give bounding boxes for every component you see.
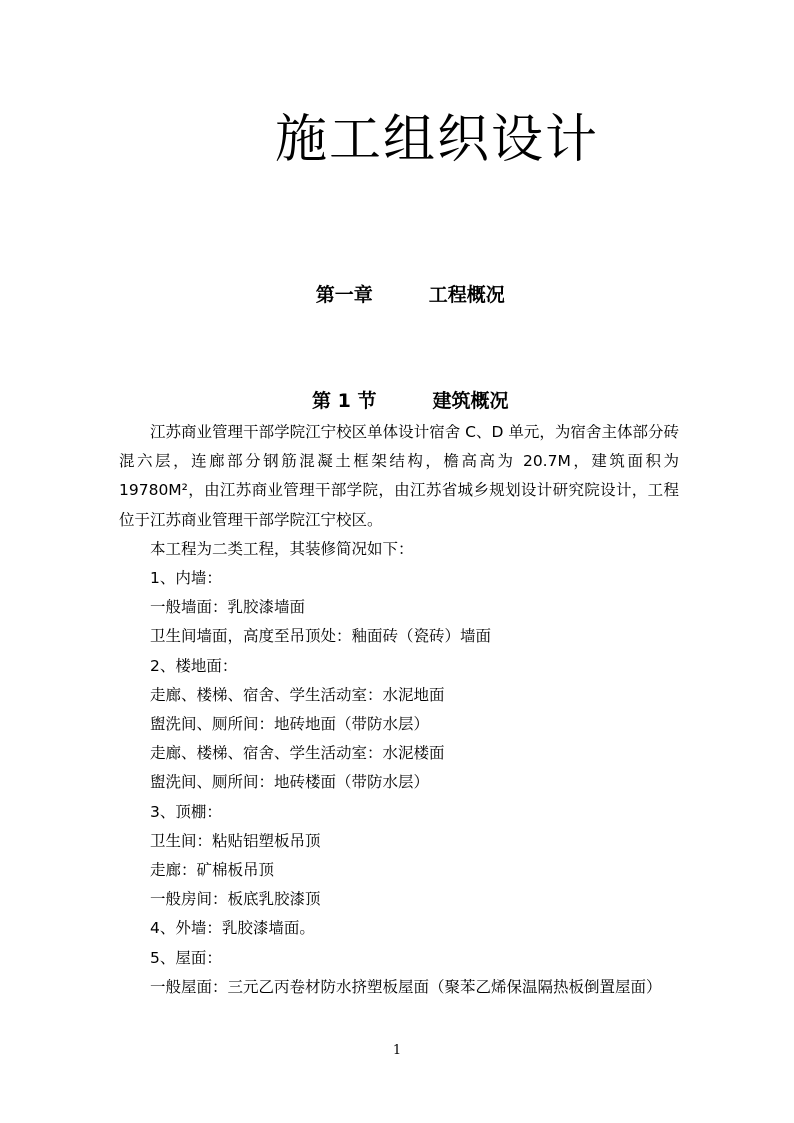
list-heading: 1、内墙： [150, 569, 222, 588]
page-number: 1 [392, 1043, 402, 1058]
list-item: 走廊、楼梯、宿舍、学生活动室：水泥地面 [150, 685, 445, 704]
list-item: 走廊：矿棉板吊顶 [150, 861, 275, 880]
chapter-heading [0, 258, 794, 329]
list-item: 一般屋面：三元乙丙卷材防水挤塑板屋面（聚苯乙烯保温隔热板倒置屋面） [150, 977, 662, 996]
paragraph: 本工程为二类工程，其装修简况如下： [150, 539, 414, 558]
list-item: 盥洗间、厕所间：地砖楼面（带防水层） [150, 773, 430, 792]
list-item: 一般房间：板底乳胶漆顶 [150, 890, 321, 909]
section-title: 建筑概况 [432, 390, 509, 412]
chapter-title: 工程概况 [428, 284, 505, 306]
list-heading: 4、外墙：乳胶漆墙面。 [150, 919, 315, 938]
list-heading: 5、屋面： [150, 948, 222, 967]
list-heading: 3、顶棚： [150, 802, 222, 821]
section-number: 第 1 节 [312, 390, 377, 412]
list-item: 一般墙面：乳胶漆墙面 [150, 598, 306, 617]
list-item: 盥洗间、厕所间：地砖地面（带防水层） [150, 715, 430, 734]
paragraph: 江苏商业管理干部学院江宁校区单体设计宿舍 C、D 单元，为宿舍主体部分砖混六层，连廊部分钢筋混凝土框架结构，檐高高为 20.7M，建筑面积为 19780M²，由江苏商业管理干部学院，由江苏省城乡规划设计研究院设计，工程位于江苏商业管理干部学院江宁校区。 [119, 423, 679, 529]
list-item: 卫生间：粘贴铝塑板吊顶 [150, 831, 321, 850]
document-title: 施工组织设计 [274, 110, 599, 170]
list-heading: 2、楼地面： [150, 656, 238, 675]
list-item: 卫生间墙面，高度至吊顶处：釉面砖（瓷砖）墙面 [150, 627, 492, 646]
list-item: 走廊、楼梯、宿舍、学生活动室：水泥楼面 [150, 744, 445, 763]
body-text [119, 418, 679, 1002]
chapter-number: 第一章 [315, 284, 373, 306]
